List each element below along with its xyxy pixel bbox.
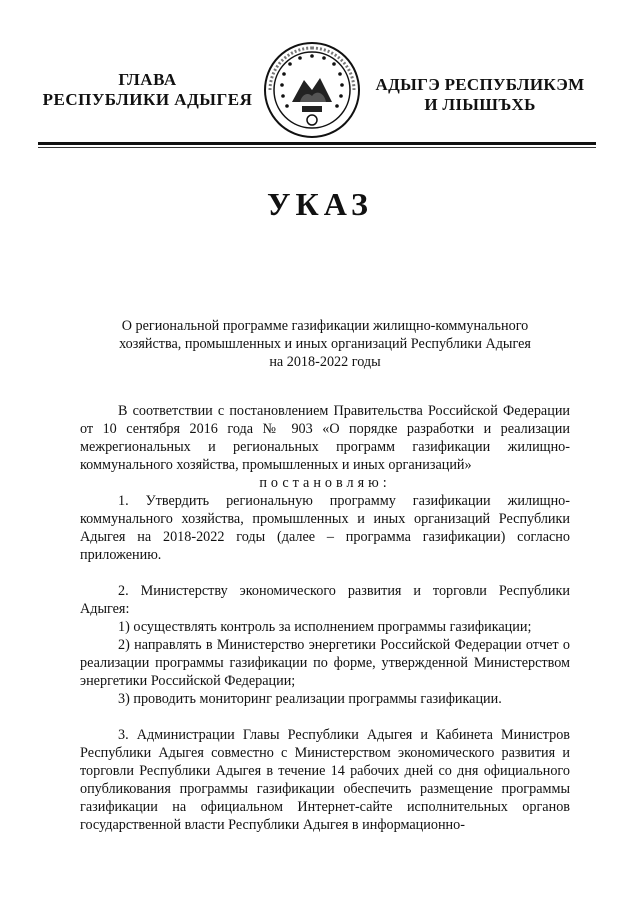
- subject-line-2: хозяйства, промышленных и иных организаций Республики Адыгея: [119, 336, 531, 352]
- document-title: УКАЗ: [267, 186, 373, 222]
- header-left-line1: ГЛАВА: [118, 70, 177, 89]
- document-subject: [80, 317, 570, 371]
- header-right-line2: И ЛІЫШЪХЬ: [424, 95, 536, 114]
- decree-word: постановляю:: [259, 475, 391, 491]
- item-3-paragraph: 3. Администрации Главы Республики Адыгея и Кабинета Министров Республики Адыгея совместно с Министерством экономического развития и торговли Республики Адыгея в течение 14 рабочих дней со дня официального опубликования программы газификации обеспечить размещение программы газификации на официальном Интернет-сайте исполнительных органов государственной власти Республики Адыгея в информационно-: [80, 727, 570, 833]
- coat-of-arms-emblem-icon: [262, 40, 362, 140]
- item-2-2-paragraph: 2) направлять в Министерство энергетики Российской Федерации отчет о реализации программы газификации по форме, утвержденной Министерством энергетики Российской Федерации;: [80, 637, 570, 689]
- header-divider-thick: [38, 142, 596, 145]
- subject-line-1: О региональной программе газификации жилищно-коммунального: [121, 318, 529, 334]
- header-divider-thin: [38, 147, 596, 148]
- header-right-line1: АДЫГЭ РЕСПУБЛИКЭМ: [375, 75, 585, 94]
- subject-line-3: на 2018-2022 годы: [269, 354, 381, 370]
- header-right: [375, 75, 585, 115]
- item-2-1-paragraph: 1) осуществлять контроль за исполнением программы газификации;: [118, 619, 532, 635]
- preamble-paragraph: В соответствии с постановлением Правительства Российской Федерации от 10 сентября 2016 года № 903 «О порядке разработки и реализации межрегиональных и региональных программ газификации жилищно-коммунального хозяйства, промышленных и иных организаций»: [80, 403, 570, 473]
- item-2-paragraph: 2. Министерству экономического развития и торговли Республики Адыгея:: [80, 583, 570, 617]
- item-2-3-paragraph: 3) проводить мониторинг реализации программы газификации.: [118, 691, 502, 707]
- header-left-line2: РЕСПУБЛИКИ АДЫГЕЯ: [42, 90, 253, 109]
- item-1-paragraph: 1. Утвердить региональную программу газификации жилищно-коммунального хозяйства, промышленных и иных организаций Республики Адыгея на 2018-2022 годы (далее – программа газификации) согласно приложению.: [80, 493, 570, 563]
- header-left: [40, 70, 255, 110]
- document-body: [80, 402, 570, 834]
